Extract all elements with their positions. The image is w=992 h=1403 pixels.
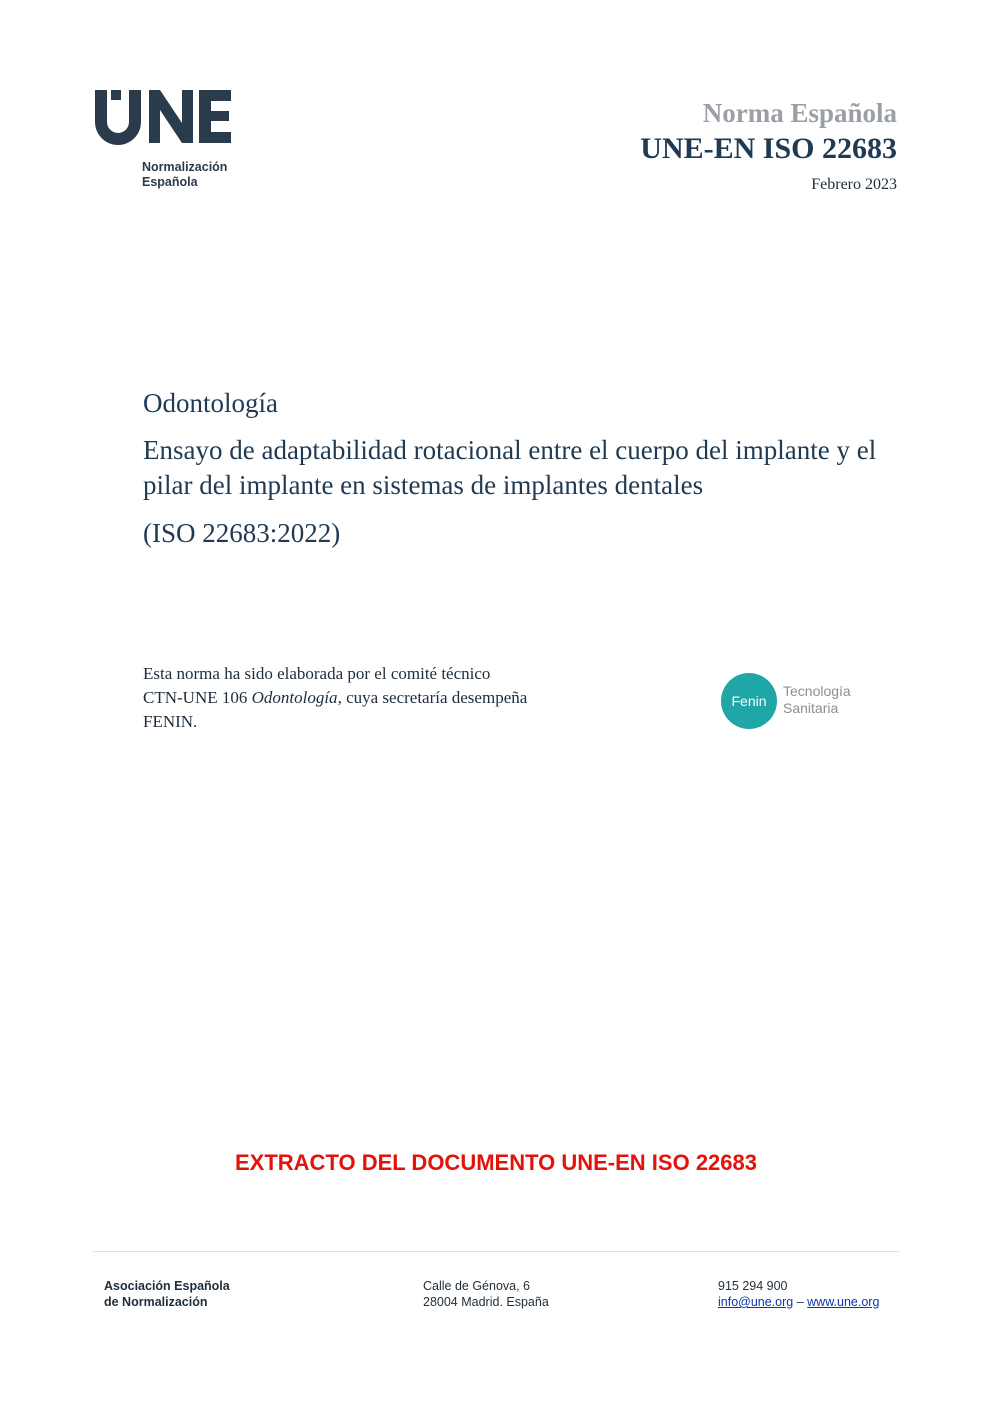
footer-org-line2: de Normalización (104, 1295, 208, 1309)
norma-label: Norma Española (702, 98, 897, 128)
committee-line2 (143, 686, 643, 710)
main-title: Ensayo de adaptabilidad rotacional entre el cuerpo del implante y el pilar del implante en sistemas de implantes dentales (143, 435, 877, 500)
footer-links (718, 1294, 879, 1310)
fenin-tagline-line2: Sanitaria (783, 700, 839, 716)
footer-address-line2: 28004 Madrid. España (423, 1295, 549, 1309)
footer-link-separator: – (793, 1295, 808, 1309)
extract-banner: EXTRACTO DEL DOCUMENTO UNE-EN ISO 22683 (235, 1150, 757, 1175)
footer-email-link[interactable]: info@une.org (718, 1295, 794, 1309)
publication-date: Febrero 2023 (811, 176, 897, 193)
une-subtitle-line1: Normalización (142, 160, 228, 174)
footer-website-link[interactable]: www.une.org (807, 1295, 880, 1309)
fenin-tagline (783, 683, 851, 717)
footer-phone: 915 294 900 (718, 1279, 788, 1293)
une-logo-mark (93, 88, 233, 148)
footer-org-line1: Asociación Española (104, 1279, 230, 1293)
committee-line1: Esta norma ha sido elaborada por el comité técnico (143, 664, 491, 683)
une-subtitle-line2: Española (142, 175, 198, 189)
standard-code: UNE-EN ISO 22683 (640, 132, 897, 165)
committee-line2-suffix: , cuya secretaría desempeña (337, 688, 528, 707)
footer-organization (104, 1278, 230, 1310)
title-block (143, 385, 883, 551)
footer-address (423, 1278, 549, 1310)
footer-address-line1: Calle de Génova, 6 (423, 1279, 531, 1293)
iso-reference: (ISO 22683:2022) (143, 518, 341, 548)
standard-header (640, 96, 897, 196)
fenin-circle-icon: Fenin (721, 673, 777, 729)
fenin-tagline-line1: Tecnología (783, 683, 851, 699)
committee-line3: FENIN. (143, 712, 198, 731)
footer-contact (718, 1278, 879, 1310)
une-logo-subtitle (142, 160, 227, 190)
domain-title: Odontología (143, 388, 278, 418)
committee-line2-prefix: CTN-UNE 106 (143, 688, 252, 707)
committee-name-italic: Odontología (251, 688, 338, 707)
committee-statement (143, 662, 643, 734)
fenin-logo (721, 673, 871, 731)
footer-divider (93, 1251, 899, 1252)
